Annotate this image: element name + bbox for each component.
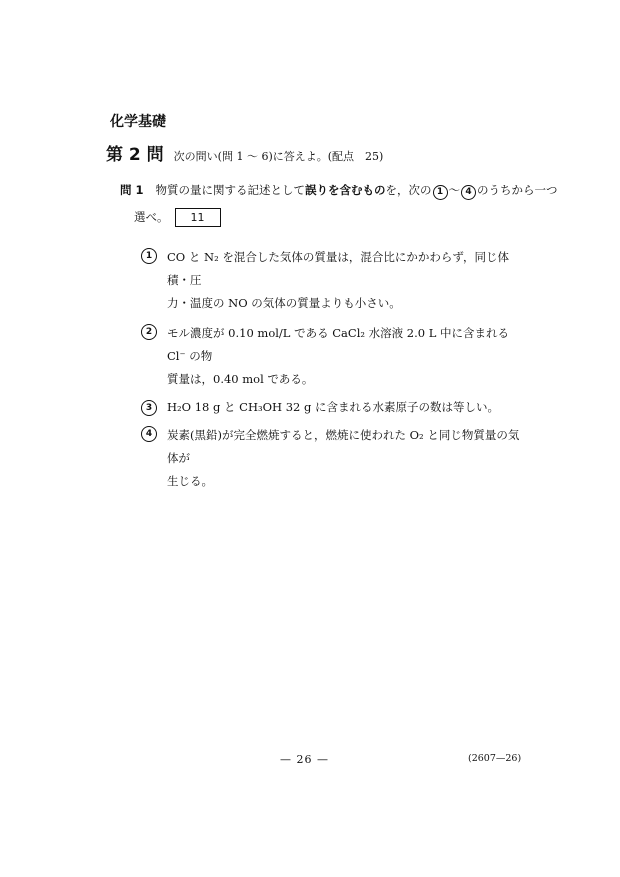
choice-line: 力・温度の NO の気体の質量よりも小さい。 [167, 296, 401, 310]
choice-line: CO と N₂ を混合した気体の質量は，混合比にかかわらず，同じ体積・圧 [167, 250, 509, 287]
section-label: 第 2 問 [106, 145, 164, 165]
choice-text [167, 246, 520, 315]
question-text-d: 選べ。 [134, 210, 169, 224]
choice-1[interactable] [140, 246, 520, 315]
answer-box[interactable]: 11 [175, 208, 221, 227]
question-text-a: 物質の量に関する記述として [155, 183, 306, 197]
choice-line: H₂O 18 g と CH₃OH 32 g に含まれる水素原子の数は等しい。 [167, 400, 500, 414]
range-end-marker: 4 [461, 185, 476, 200]
choice-4[interactable] [140, 424, 520, 493]
choice-number-marker: 1 [141, 248, 157, 264]
section-header [106, 140, 383, 165]
choice-line: モル濃度が 0.10 mol/L である CaCl₂ 水溶液 2.0 L 中に含まれる Cl⁻ の物 [167, 326, 510, 363]
choice-text [167, 398, 499, 417]
question-line-1 [120, 182, 558, 200]
choice-line: 炭素(黒鉛)が完全燃焼すると，燃焼に使われた O₂ と同じ物質量の気体が [167, 428, 520, 465]
choice-line: 質量は，0.40 mol である。 [167, 372, 314, 386]
question-line-2 [134, 208, 558, 227]
choice-number-marker: 3 [141, 400, 157, 416]
question-text-b: を，次の [385, 183, 432, 197]
range-separator: ～ [448, 183, 461, 197]
subject-title: 化学基礎 [110, 114, 166, 130]
question-emphasis: 誤りを含むもの [305, 183, 386, 197]
page-number: — 26 — [280, 753, 329, 766]
choice-text [167, 424, 520, 493]
choice-number-marker: 4 [141, 426, 157, 442]
choice-text [167, 322, 520, 391]
question-1 [120, 182, 558, 227]
question-text-c: のうちから一つ [477, 183, 558, 197]
choice-2[interactable] [140, 322, 520, 391]
section-description: 次の問い(問 1 ～ 6)に答えよ。(配点 25) [173, 150, 384, 163]
document-code: (2607—26) [468, 753, 522, 764]
choice-3[interactable] [140, 398, 520, 417]
choice-number-marker: 2 [141, 324, 157, 340]
choice-list [140, 246, 520, 500]
choice-line: 生じる。 [167, 474, 213, 488]
range-start-marker: 1 [433, 185, 448, 200]
question-number: 問 1 [120, 183, 144, 197]
